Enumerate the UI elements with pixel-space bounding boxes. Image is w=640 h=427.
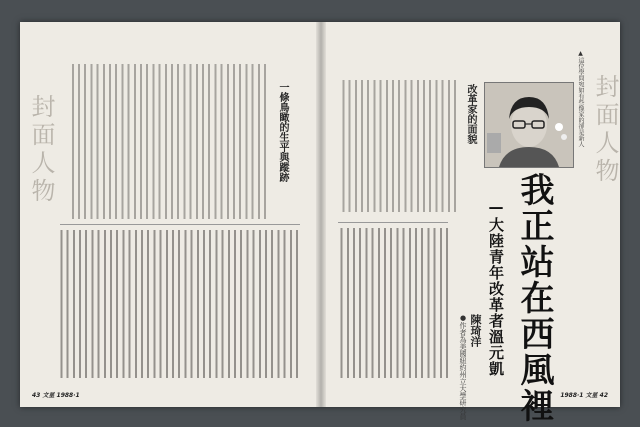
gutter (316, 22, 326, 407)
column-heading-left: 一條鳥瞰的生平與蹤跡 (277, 82, 288, 182)
body-text-top-right (338, 80, 458, 212)
divider-right (338, 222, 448, 223)
folio-left: 43 文星 1988·1 (32, 392, 80, 399)
section-tag-right: 封面人物 (591, 74, 619, 186)
section-tag-left: 封面人物 (27, 94, 55, 206)
author-affiliation: ●作者為美國紐約州立大學研究員 (459, 314, 467, 420)
right-page (326, 22, 620, 424)
photo-caption: ▲這位學問宛如有些像家的卻是新人 (577, 50, 584, 147)
divider-left (60, 224, 300, 225)
magazine-spread (20, 22, 620, 424)
article-subtitle: —大陸青年改革者溫元凱 (487, 198, 505, 377)
folio-right: 1988·1 文星 42 (560, 392, 608, 399)
column-heading-right: 改革家的面貌 (465, 84, 476, 144)
portrait-photo (484, 82, 574, 168)
portrait-image (485, 83, 573, 167)
left-page (20, 22, 316, 407)
author-name: 陳琦洋 (469, 314, 482, 347)
article-title: 我正站在西風裡 (514, 172, 554, 424)
body-text-bottom-right (338, 228, 450, 378)
body-text-bottom-left (60, 230, 300, 378)
body-text-top-left (72, 64, 268, 219)
